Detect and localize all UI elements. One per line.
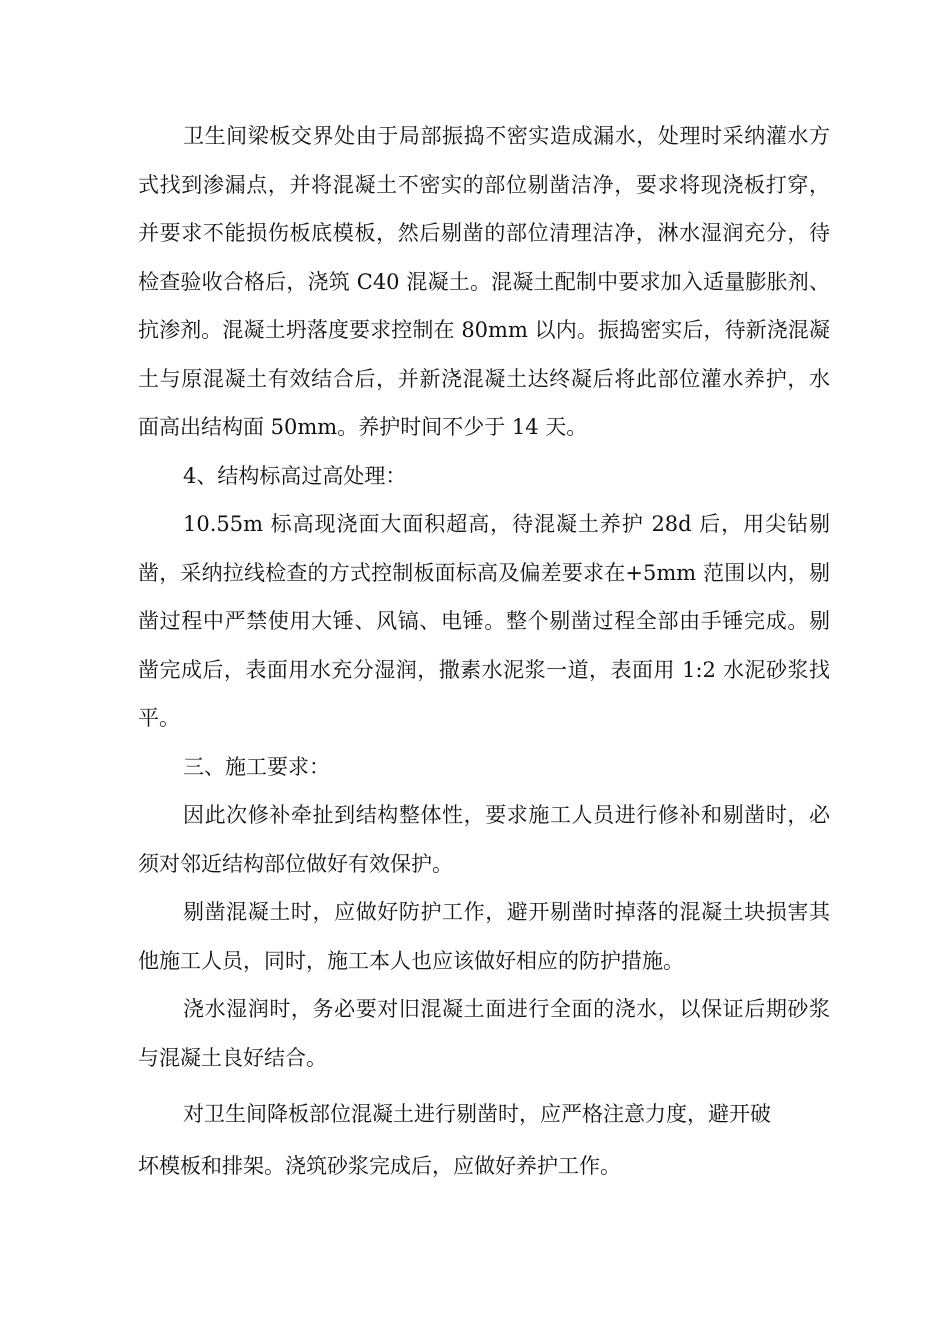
paragraph-chiseling-safety: 剔凿混凝土时，应做好防护工作，避开剔凿时掉落的混凝土块损害其他施工人员，同时，施工本人也应该做好相应的防护措施。 xyxy=(138,900,830,973)
paragraph-lowered-slab-line2: 坏模板和排架。浇筑砂浆完成后，应做好养护工作。 xyxy=(138,1153,621,1178)
document-body xyxy=(138,112,830,1190)
section-heading-elevation: 4、结构标高过高处理： xyxy=(183,463,407,488)
section-heading-requirements: 三、施工要求： xyxy=(183,754,330,779)
paragraph-elevation-treatment: 10.55m 标高现浇面大面积超高，待混凝土养护 28d 后，用尖钻剔凿，采纳拉线检查的方式控制板面标高及偏差要求在+5mm 范围以内，剔凿过程中严禁使用大锤、风镐、电锤。整个剔凿过程全部由手锤完成。剔凿完成后，表面用水充分湿润，撒素水泥浆一道，表面用 1:2 水泥砂浆找平。 xyxy=(138,512,830,730)
paragraph-structure-protection: 因此次修补牵扯到结构整体性，要求施工人员进行修补和剔凿时，必须对邻近结构部位做好有效保护。 xyxy=(138,803,830,876)
paragraph-lowered-slab-line1: 对卫生间降板部位混凝土进行剔凿时，应严格注意力度，避开破 xyxy=(183,1102,771,1126)
paragraph-leak-repair: 卫生间梁板交界处由于局部振捣不密实造成漏水，处理时采纳灌水方式找到渗漏点，并将混凝土不密实的部位剔凿洁净，要求将现浇板打穿，并要求不能损伤板底模板，然后剔凿的部位清理洁净，淋水湿润充分，待检查验收合格后，浇筑 C40 混凝土。混凝土配制中要求加入适量膨胀剂、抗渗剂。混凝土坍落度要求控制在 80mm 以内。振捣密实后，待新浇混凝土与原混凝土有效结合后，并新浇混凝土达终凝后将此部位灌水养护，水面高出结构面 50mm。养护时间不少于 14 天。 xyxy=(138,124,830,439)
paragraph-watering: 浇水湿润时，务必要对旧混凝土面进行全面的浇水，以保证后期砂浆与混凝土良好结合。 xyxy=(138,997,830,1070)
